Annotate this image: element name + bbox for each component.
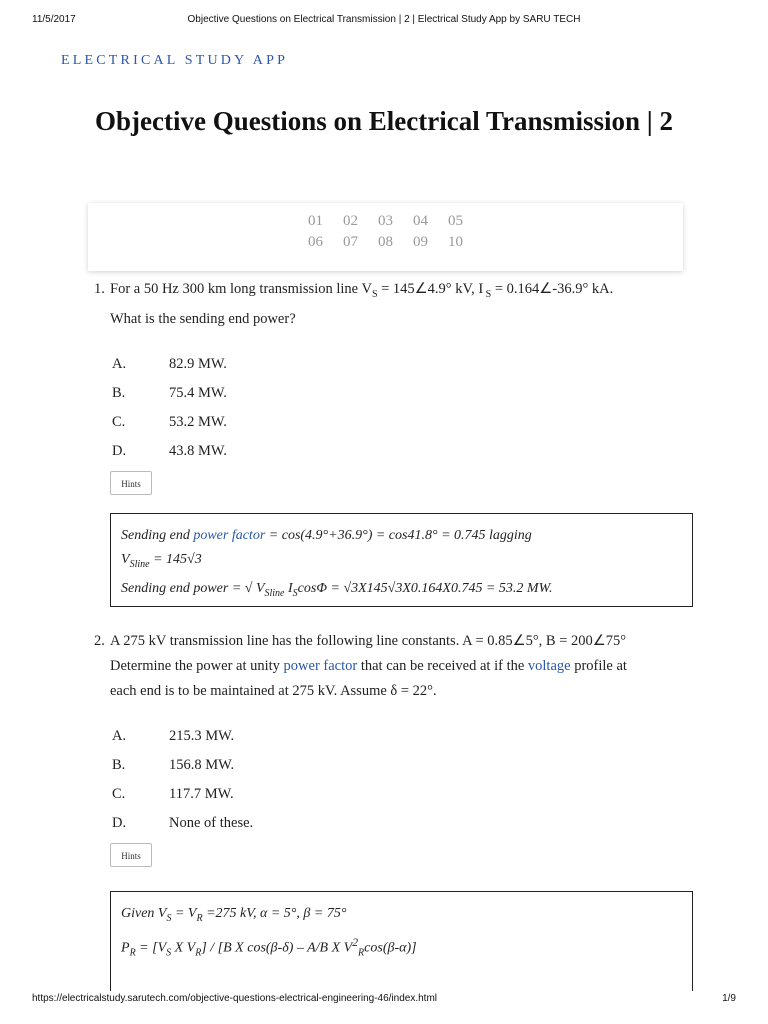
pager-grid <box>306 213 486 251</box>
question-pager <box>88 203 683 271</box>
hint-line <box>121 524 682 548</box>
pager-link-07[interactable]: 07 <box>343 234 358 250</box>
print-header <box>0 14 768 30</box>
text-run: = V <box>171 906 197 921</box>
option-value: 53.2 MW. <box>169 413 227 430</box>
subscript: R <box>196 912 203 924</box>
print-page-number: 1/9 <box>722 993 736 1004</box>
hint-line <box>121 931 682 965</box>
text-run: = 0.164∠-36.9° kA. <box>491 281 614 297</box>
text-run: V <box>121 552 130 567</box>
text-run: = cos(4.9°+36.9°) = cos41.8° = 0.745 lagging <box>265 528 532 543</box>
hint-line <box>121 577 682 606</box>
pager-link-01[interactable]: 01 <box>308 213 323 229</box>
subscript: S <box>166 912 172 924</box>
option-letter: B. <box>112 384 126 401</box>
voltage-link[interactable]: voltage <box>527 658 571 674</box>
hint-box-1 <box>110 513 693 607</box>
option-value: None of these. <box>169 815 254 831</box>
hint-box-2 <box>110 891 693 991</box>
answer-options <box>94 724 694 840</box>
text-run: = 145√3 <box>149 552 202 567</box>
power-factor-link[interactable]: power factor <box>193 528 266 543</box>
text-run: cosΦ = √3X145√3X0.164X0.745 = 53.2 MW. <box>297 580 553 596</box>
question-text <box>94 629 694 704</box>
text-run: cos(β-α)] <box>364 940 417 956</box>
pager-link-03[interactable]: 03 <box>378 213 393 229</box>
option-letter: B. <box>112 757 126 773</box>
print-date: 11/5/2017 <box>32 14 76 25</box>
option-letter: A. <box>112 355 127 372</box>
subscript: R <box>195 947 202 959</box>
hints-button[interactable]: Hints <box>110 843 152 867</box>
text-run: Determine the power at unity <box>110 658 284 674</box>
option-d[interactable] <box>94 811 694 840</box>
text-run: profile at <box>570 658 627 674</box>
subscript: S <box>371 288 378 300</box>
subscript: S <box>483 288 492 300</box>
pager-link-09[interactable]: 09 <box>413 234 428 250</box>
question-line: What is the sending end power? <box>110 310 296 327</box>
page-title: Objective Questions on Electrical Transmission | 2 <box>95 106 673 136</box>
pager-link-08[interactable]: 08 <box>378 234 393 250</box>
subscript: R <box>358 947 365 959</box>
superscript: 2 <box>352 935 359 949</box>
option-value: 75.4 MW. <box>169 384 227 401</box>
subscript: S <box>166 947 172 959</box>
option-value: 215.3 MW. <box>169 728 235 744</box>
option-value: 156.8 MW. <box>169 757 235 773</box>
subscript: Sline <box>264 587 285 599</box>
subscript: S <box>292 587 298 599</box>
text-run: = 145∠4.9° kV, I <box>377 281 484 297</box>
option-value: 43.8 MW. <box>169 442 227 459</box>
text-run: X V <box>171 940 196 956</box>
pager-link-10[interactable]: 10 <box>448 234 463 250</box>
option-letter: C. <box>112 786 126 802</box>
question-number: 1. <box>94 281 105 297</box>
hint-line <box>121 548 682 577</box>
print-url: https://electricalstudy.sarutech.com/objective-questions-electrical-engineering-46/index.html <box>32 993 438 1004</box>
option-a[interactable] <box>94 724 694 753</box>
text-run: Sending end <box>121 528 194 543</box>
print-footer <box>0 993 768 1009</box>
question-1 <box>94 277 694 496</box>
option-value: 82.9 MW. <box>169 355 227 372</box>
text-run: For a 50 Hz 300 km long transmission line V <box>110 281 372 297</box>
option-letter: D. <box>112 815 127 831</box>
option-letter: D. <box>112 442 127 459</box>
site-title-link[interactable]: ELECTRICAL STUDY APP <box>61 53 289 68</box>
question-line <box>110 654 694 679</box>
pager-link-04[interactable]: 04 <box>413 213 428 229</box>
text-run: that can be received at if the <box>357 658 528 674</box>
pager-link-06[interactable]: 06 <box>308 234 323 250</box>
pager-link-05[interactable]: 05 <box>448 213 463 229</box>
question-number: 2. <box>94 633 105 649</box>
text-run: P <box>121 940 130 956</box>
text-run: Given V <box>121 906 167 921</box>
text-run: ] / [B X cos(β-δ) – A/B X V <box>201 940 353 956</box>
hint-line <box>121 902 682 931</box>
pager-link-02[interactable]: 02 <box>343 213 358 229</box>
option-c[interactable] <box>94 410 694 439</box>
question-2 <box>94 629 694 868</box>
option-b[interactable] <box>94 753 694 782</box>
print-page-title: Objective Questions on Electrical Transmission | 2 | Electrical Study App by SARU TECH <box>187 14 581 25</box>
option-value: 117.7 MW. <box>169 786 234 802</box>
text-run: = [V <box>135 940 167 956</box>
text-run: I <box>284 580 293 596</box>
option-b[interactable] <box>94 381 694 410</box>
power-factor-link[interactable]: power factor <box>283 658 358 674</box>
hints-button[interactable]: Hints <box>110 471 152 495</box>
subscript: R <box>129 947 136 959</box>
option-c[interactable] <box>94 782 694 811</box>
text-run: =275 kV, α = 5°, β = 75° <box>202 906 347 921</box>
text-run: Sending end power = √ V <box>121 580 265 596</box>
option-a[interactable] <box>94 352 694 381</box>
question-line: each end is to be maintained at 275 kV. Assume δ = 22°. <box>110 683 437 699</box>
option-d[interactable] <box>94 439 694 468</box>
question-line: A 275 kV transmission line has the following line constants. A = 0.85∠5°, B = 200∠75° <box>110 633 627 649</box>
option-letter: A. <box>112 728 127 744</box>
option-letter: C. <box>112 413 126 430</box>
question-line <box>110 277 694 307</box>
question-text <box>94 277 694 332</box>
subscript: Sline <box>129 558 150 570</box>
answer-options <box>94 352 694 468</box>
